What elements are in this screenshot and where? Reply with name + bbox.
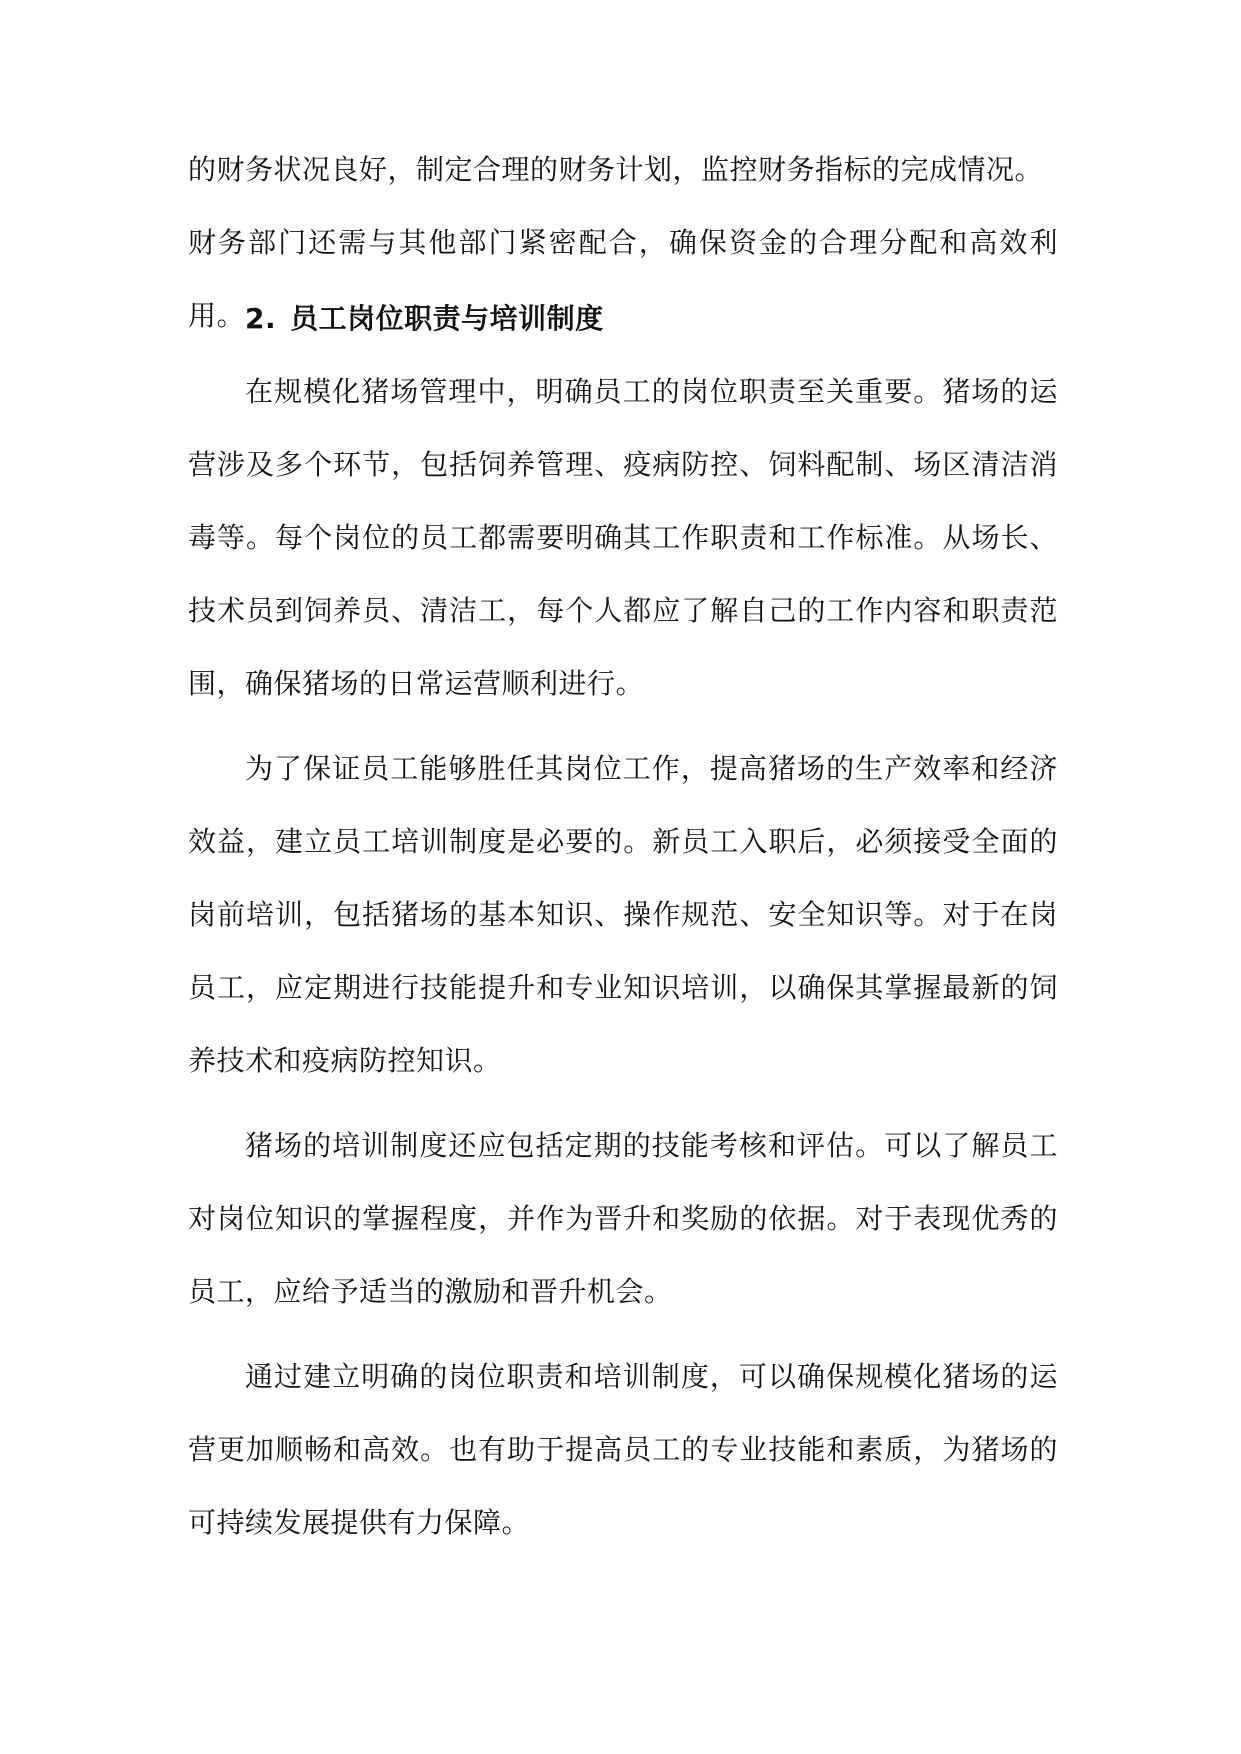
paragraph-training: 为了保证员工能够胜任其岗位工作，提高猪场的生产效率和经济效益，建立员工培训制度是必要的。新员工入职后，必须接受全面的岗前培训，包括猪场的基本知识、操作规范、安全知识等。对于在岗员工，应定期进行技能提升和专业知识培训，以确保其掌握最新的饲养技术和疫病防控知识。 <box>188 752 1058 1077</box>
paragraph-assessment: 猪场的培训制度还应包括定期的技能考核和评估。可以了解员工对岗位知识的掌握程度，并作为晋升和奖励的依据。对于表现优秀的员工，应给予适当的激励和晋升机会。 <box>188 1129 1058 1308</box>
intro-line-2: 财务部门还需与其他部门紧密配合，确保资金的合理分配和高效利用。 <box>188 226 1058 332</box>
paragraph-gap <box>188 1097 1058 1109</box>
section-body <box>188 282 1058 1559</box>
paragraph-gap <box>188 1328 1058 1340</box>
paragraph-responsibilities: 在规模化猪场管理中，明确员工的岗位职责至关重要。猪场的运营涉及多个环节，包括饲养管理、疫病防控、饲料配制、场区清洁消毒等。每个岗位的员工都需要明确其工作职责和工作标准。从场长、技术员到饲养员、清洁工，每个人都应了解自己的工作内容和职责范围，确保猪场的日常运营顺利进行。 <box>188 375 1058 700</box>
paragraph-conclusion: 通过建立明确的岗位职责和培训制度，可以确保规模化猪场的运营更加顺畅和高效。也有助于提高员工的专业技能和素质，为猪场的可持续发展提供有力保障。 <box>188 1360 1058 1539</box>
paragraph-gap <box>188 720 1058 732</box>
section-heading <box>188 282 1058 355</box>
section-title: 员工岗位职责与培训制度 <box>290 302 604 335</box>
section-number: 2. <box>245 302 277 335</box>
intro-line-1: 的财务状况良好，制定合理的财务计划，监控财务指标的完成情况。 <box>188 153 1044 186</box>
